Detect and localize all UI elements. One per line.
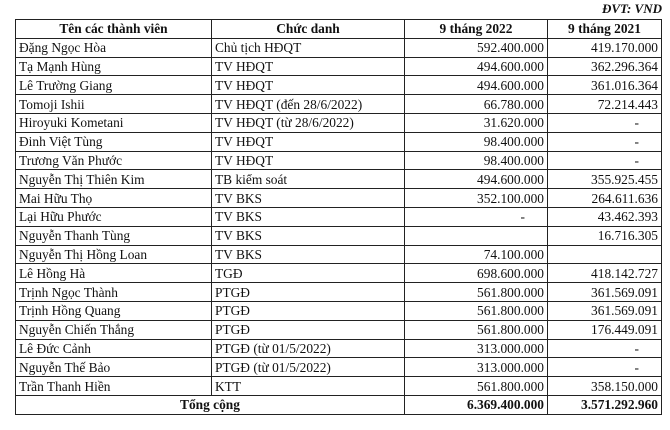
table-row bbox=[16, 76, 662, 95]
table-row bbox=[16, 283, 662, 302]
table-row bbox=[16, 264, 662, 283]
value-9m-2022-cell: 561.800.000 bbox=[405, 283, 548, 302]
value-9m-2021-cell: 418.142.727 bbox=[548, 264, 662, 283]
member-name-cell: Đinh Việt Tùng bbox=[16, 132, 212, 151]
table-row bbox=[16, 95, 662, 114]
value-9m-2021-cell: 361.569.091 bbox=[548, 301, 662, 320]
member-name-cell: Đặng Ngọc Hòa bbox=[16, 38, 212, 57]
total-label: Tổng cộng bbox=[16, 395, 405, 414]
value-9m-2021-cell: 362.296.364 bbox=[548, 57, 662, 76]
member-name-cell: Nguyễn Chiến Thắng bbox=[16, 320, 212, 339]
member-name-cell: Lê Trường Giang bbox=[16, 76, 212, 95]
value-9m-2022-cell: 74.100.000 bbox=[405, 245, 548, 264]
value-9m-2021-cell: 264.611.636 bbox=[548, 189, 662, 208]
table-row bbox=[16, 170, 662, 189]
member-name-cell: Trịnh Hồng Quang bbox=[16, 301, 212, 320]
member-name-cell: Trịnh Ngọc Thành bbox=[16, 283, 212, 302]
remuneration-table bbox=[15, 19, 662, 415]
header-9m-2021: 9 tháng 2021 bbox=[548, 20, 662, 39]
table-row bbox=[16, 301, 662, 320]
member-name-cell: Tạ Mạnh Hùng bbox=[16, 57, 212, 76]
table-row bbox=[16, 377, 662, 396]
header-9m-2022: 9 tháng 2022 bbox=[405, 20, 548, 39]
position-cell: PTGĐ (từ 01/5/2022) bbox=[212, 358, 405, 377]
position-cell: TV BKS bbox=[212, 245, 405, 264]
value-9m-2022-cell: 98.400.000 bbox=[405, 151, 548, 170]
position-cell: TV BKS bbox=[212, 189, 405, 208]
value-9m-2022-cell: - bbox=[405, 207, 548, 226]
position-cell: PTGĐ (từ 01/5/2022) bbox=[212, 339, 405, 358]
value-9m-2021-cell: - bbox=[548, 151, 662, 170]
value-9m-2022-cell: 494.600.000 bbox=[405, 57, 548, 76]
table-row bbox=[16, 189, 662, 208]
member-name-cell: Lại Hữu Phước bbox=[16, 207, 212, 226]
value-9m-2021-cell: 358.150.000 bbox=[548, 377, 662, 396]
header-member-name: Tên các thành viên bbox=[16, 20, 212, 39]
position-cell: TV BKS bbox=[212, 207, 405, 226]
value-9m-2021-cell: - bbox=[548, 132, 662, 151]
table-row bbox=[16, 339, 662, 358]
value-9m-2021-cell: 16.716.305 bbox=[548, 226, 662, 245]
table-row bbox=[16, 207, 662, 226]
value-9m-2022-cell: 98.400.000 bbox=[405, 132, 548, 151]
table-row bbox=[16, 245, 662, 264]
position-cell: TGĐ bbox=[212, 264, 405, 283]
value-9m-2021-cell: 355.925.455 bbox=[548, 170, 662, 189]
member-name-cell: Lê Hồng Hà bbox=[16, 264, 212, 283]
value-9m-2022-cell: 313.000.000 bbox=[405, 339, 548, 358]
position-cell: KTT bbox=[212, 377, 405, 396]
currency-unit-label: ĐVT: VND bbox=[601, 1, 662, 16]
member-name-cell: Tomoji Ishii bbox=[16, 95, 212, 114]
member-name-cell: Nguyễn Thế Bảo bbox=[16, 358, 212, 377]
member-name-cell: Trần Thanh Hiền bbox=[16, 377, 212, 396]
value-9m-2022-cell: 698.600.000 bbox=[405, 264, 548, 283]
value-9m-2022-cell: 352.100.000 bbox=[405, 189, 548, 208]
member-name-cell: Lê Đức Cảnh bbox=[16, 339, 212, 358]
member-name-cell: Nguyễn Thanh Tùng bbox=[16, 226, 212, 245]
value-9m-2021-cell: 361.569.091 bbox=[548, 283, 662, 302]
position-cell: TV HĐQT bbox=[212, 57, 405, 76]
position-cell: TV HĐQT bbox=[212, 76, 405, 95]
value-9m-2021-cell: - bbox=[548, 339, 662, 358]
value-9m-2022-cell: 561.800.000 bbox=[405, 320, 548, 339]
member-name-cell: Nguyễn Thị Hồng Loan bbox=[16, 245, 212, 264]
member-name-cell: Trương Văn Phước bbox=[16, 151, 212, 170]
value-9m-2022-cell: 494.600.000 bbox=[405, 170, 548, 189]
value-9m-2021-cell: - bbox=[548, 358, 662, 377]
value-9m-2021-cell: 72.214.443 bbox=[548, 95, 662, 114]
table-row bbox=[16, 320, 662, 339]
value-9m-2021-cell: 419.170.000 bbox=[548, 38, 662, 57]
value-9m-2022-cell: 592.400.000 bbox=[405, 38, 548, 57]
value-9m-2021-cell bbox=[548, 245, 662, 264]
value-9m-2022-cell: 66.780.000 bbox=[405, 95, 548, 114]
position-cell: PTGĐ bbox=[212, 301, 405, 320]
table-body bbox=[16, 38, 662, 395]
table-row bbox=[16, 226, 662, 245]
table-row bbox=[16, 113, 662, 132]
header-row bbox=[16, 20, 662, 39]
total-9m-2022: 6.369.400.000 bbox=[405, 395, 548, 414]
value-9m-2022-cell: 313.000.000 bbox=[405, 358, 548, 377]
position-cell: Chủ tịch HĐQT bbox=[212, 38, 405, 57]
total-9m-2021: 3.571.292.960 bbox=[548, 395, 662, 414]
position-cell: TB kiểm soát bbox=[212, 170, 405, 189]
header-position: Chức danh bbox=[212, 20, 405, 39]
position-cell: PTGĐ bbox=[212, 283, 405, 302]
value-9m-2022-cell: 31.620.000 bbox=[405, 113, 548, 132]
member-name-cell: Nguyễn Thị Thiên Kim bbox=[16, 170, 212, 189]
value-9m-2021-cell: - bbox=[548, 113, 662, 132]
position-cell: TV HĐQT (từ 28/6/2022) bbox=[212, 113, 405, 132]
value-9m-2022-cell: 561.800.000 bbox=[405, 377, 548, 396]
table-row bbox=[16, 38, 662, 57]
value-9m-2021-cell: 176.449.091 bbox=[548, 320, 662, 339]
member-name-cell: Hiroyuki Kometani bbox=[16, 113, 212, 132]
table-row bbox=[16, 57, 662, 76]
value-9m-2022-cell: 561.800.000 bbox=[405, 301, 548, 320]
position-cell: PTGĐ bbox=[212, 320, 405, 339]
value-9m-2021-cell: 43.462.393 bbox=[548, 207, 662, 226]
position-cell: TV HĐQT bbox=[212, 151, 405, 170]
position-cell: TV BKS bbox=[212, 226, 405, 245]
member-name-cell: Mai Hữu Thọ bbox=[16, 189, 212, 208]
value-9m-2021-cell: 361.016.364 bbox=[548, 76, 662, 95]
value-9m-2022-cell bbox=[405, 226, 548, 245]
total-row bbox=[16, 395, 662, 414]
table-row bbox=[16, 358, 662, 377]
position-cell: TV HĐQT bbox=[212, 132, 405, 151]
table-row bbox=[16, 132, 662, 151]
position-cell: TV HĐQT (đến 28/6/2022) bbox=[212, 95, 405, 114]
table-row bbox=[16, 151, 662, 170]
value-9m-2022-cell: 494.600.000 bbox=[405, 76, 548, 95]
